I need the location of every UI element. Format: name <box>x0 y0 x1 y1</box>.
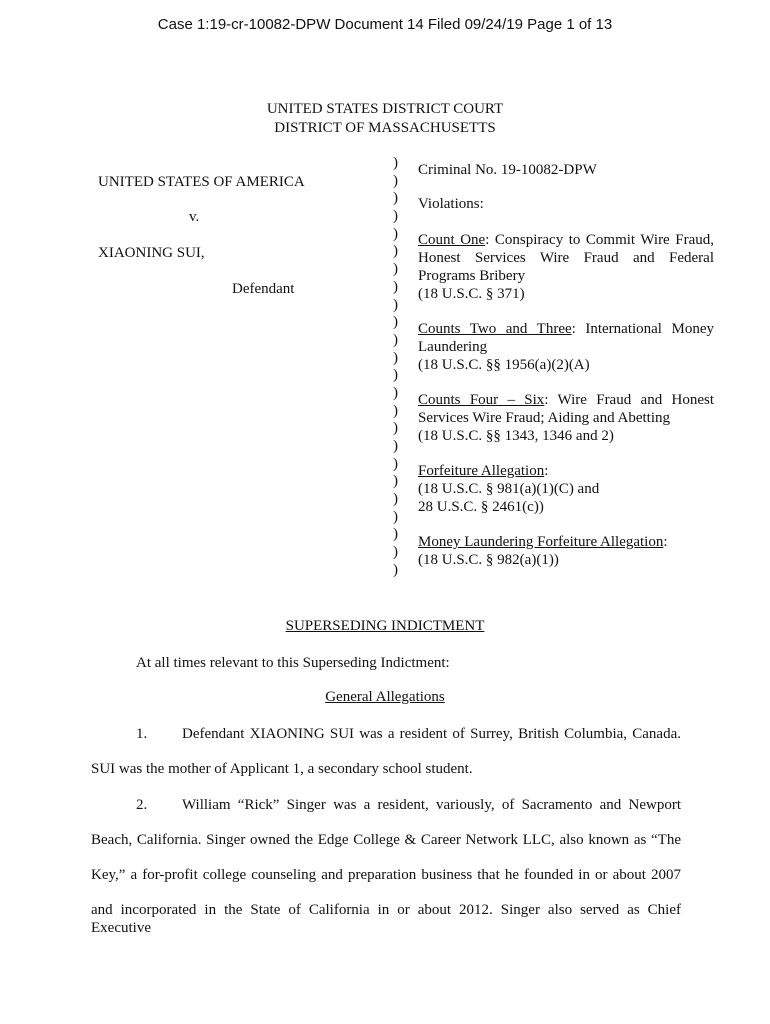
counts-two-three-block: Counts Two and Three: International Money Laundering (18 U.S.C. §§ 1956(a)(2)(A) <box>418 321 714 373</box>
count-one-block: Count One: Conspiracy to Commit Wire Fraud, Honest Services Wire Fraud and Federal Programs Bribery (18 U.S.C. § 371) <box>418 232 714 302</box>
forfeiture-block: Forfeiture Allegation: (18 U.S.C. § 981(a)(1)(C) and 28 U.S.C. § 2461(c)) <box>418 463 600 515</box>
section-heading: General Allegations <box>325 689 445 705</box>
court-line-2: DISTRICT OF MASSACHUSETTS <box>274 120 496 136</box>
document-title: SUPERSEDING INDICTMENT <box>285 618 485 634</box>
money-laundering-forfeiture-block: Money Laundering Forfeiture Allegation: (18 U.S.C. § 982(a)(1)) <box>418 534 668 568</box>
counts-two-three-heading: Counts Two and Three <box>418 321 572 337</box>
violations-label: Violations: <box>418 196 484 212</box>
intro-line: At all times relevant to this Superseding Indictment: <box>136 655 450 671</box>
paragraph-1: 1. Defendant XIAONING SUI was a resident of Surrey, British Columbia, Canada. SUI was the mother of Applicant 1, a secondary school student. <box>91 726 681 777</box>
forfeiture-heading: Forfeiture Allegation <box>418 463 545 479</box>
paragraph-2: 2. William “Rick” Singer was a resident, variously, of Sacramento and Newport Beach, California. Singer owned the Edge College & Career Network LLC, also known as “The Key,” a for-profit college counseling and preparation business that he founded in or about 2007 and incorporated in the State of California in or about 2012. Singer also served as Chief Executive <box>91 797 681 936</box>
plaintiff-name: UNITED STATES OF AMERICA <box>98 174 305 190</box>
counts-four-six-block: Counts Four – Six: Wire Fraud and Honest Services Wire Fraud; Aiding and Abetting (18 U.S.C. §§ 1343, 1346 and 2) <box>418 392 715 444</box>
criminal-number: Criminal No. 19-10082-DPW <box>418 162 597 178</box>
count-one-heading: Count One <box>418 232 486 248</box>
money-laundering-forfeiture-heading: Money Laundering Forfeiture Allegation <box>418 534 664 550</box>
paragraph-number: 2. <box>136 797 148 813</box>
court-line-1: UNITED STATES DISTRICT COURT <box>266 101 504 117</box>
versus: v. <box>189 209 200 225</box>
defendant-label: Defendant <box>232 281 295 297</box>
caption-parenthesis-column: ) ) ) ) ) ) ) ) ) ) ) ) ) ) ) ) ) ) ) ) ) ) ) ) <box>393 155 398 578</box>
defendant-name: XIAONING SUI, <box>98 245 205 261</box>
case-header: Case 1:19-cr-10082-DPW Document 14 Filed 09/24/19 Page 1 of 13 <box>157 16 613 33</box>
court-name <box>0 100 770 138</box>
counts-four-six-heading: Counts Four – Six <box>418 392 545 408</box>
paragraph-number: 1. <box>136 726 148 742</box>
